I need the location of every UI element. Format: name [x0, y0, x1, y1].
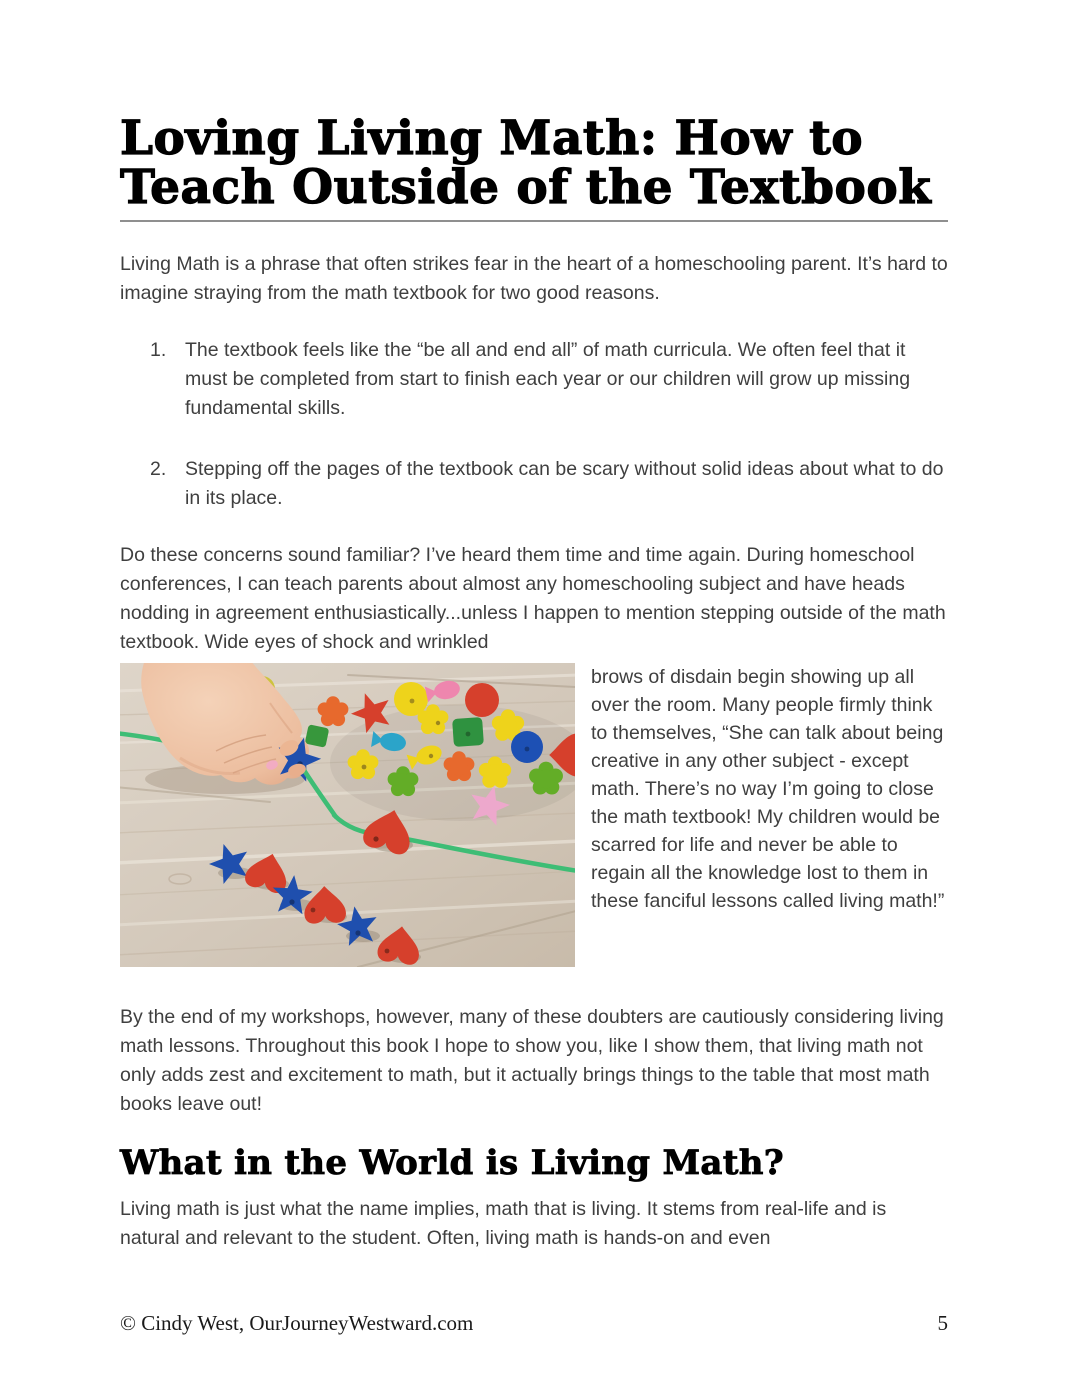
workshops-paragraph: By the end of my workshops, however, many of these doubters are cautiously considering living math lessons. Throughout this book I hope to show you, like I show them, that living math not only adds zest and excitement to math, but it actually brings things to the table that most math books leave out!	[120, 1006, 944, 1115]
list-marker: 1.	[150, 339, 167, 361]
list-item	[120, 455, 948, 513]
media-row	[120, 663, 948, 967]
page-number: 5	[937, 1311, 948, 1335]
copyright-text: © Cindy West, OurJourneyWestward.com	[120, 1311, 474, 1335]
reasons-list	[120, 336, 948, 513]
page-footer	[120, 1311, 948, 1336]
concerns-paragraph-wrap: brows of disdain begin showing up all over the room. Many people firmly think to themselves, “She can talk about being creative in any other subject - except math. There’s no way I’m going to close the math textbook! My children would be scarred for life and never be able to regain all the knowledge lost to them in these fanciful lessons called living math!”	[591, 666, 945, 912]
concerns-paragraph-start: Do these concerns sound familiar? I’ve heard them time and time again. During homeschool conferences, I can teach parents about almost any homeschooling subject and have heads nodding in agreement enthusiastically...unless I happen to mention stepping outside of the math textbook. Wide eyes of shock and wrinkled	[120, 544, 946, 653]
title-rule	[120, 220, 948, 222]
list-item	[120, 336, 948, 423]
list-item-text: Stepping off the pages of the textbook can be scary without solid ideas about what to do in its place.	[185, 458, 944, 509]
page-title: Loving Living Math: How to Teach Outside of the Textbook	[120, 111, 932, 215]
list-item-text: The textbook feels like the “be all and end all” of math curricula. We often feel that it must be completed from start to finish each year or our children will grow up missing fundamental skills.	[185, 339, 911, 419]
section-heading: What in the World is Living Math?	[120, 1143, 785, 1183]
beads-photo	[120, 663, 575, 967]
section-paragraph: Living math is just what the name implies, math that is living. It stems from real-life and is natural and relevant to the student. Often, living math is hands-on and even	[120, 1198, 887, 1249]
intro-paragraph: Living Math is a phrase that often strikes fear in the heart of a homeschooling parent. It’s hard to imagine straying from the math textbook for two good reasons.	[120, 253, 948, 304]
list-marker: 2.	[150, 458, 167, 480]
